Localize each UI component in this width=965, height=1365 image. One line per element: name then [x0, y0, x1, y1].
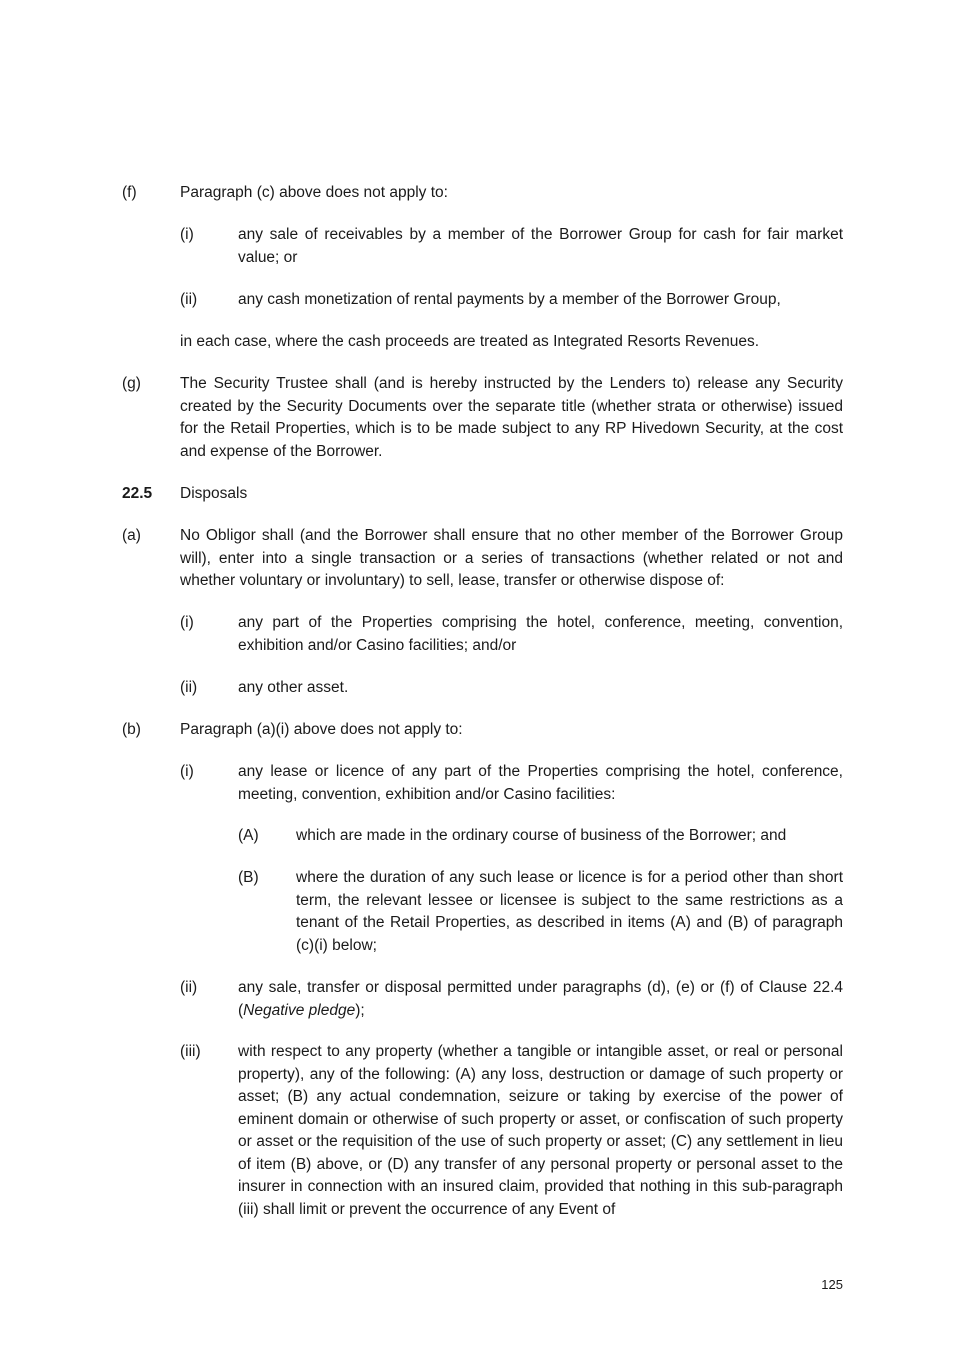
subparagraph-b-i-text: any lease or licence of any part of the Properties comprising the hotel, conference, meeting, convention, exhibition and/or Casino facilities: [238, 763, 843, 803]
paragraph-f-closing: in each case, where the cash proceeds are treated as Integrated Resorts Revenues. [180, 333, 760, 350]
paragraph-label-a: (a) [122, 527, 141, 544]
paragraph-f-text: Paragraph (c) above does not apply to: [180, 184, 448, 201]
b-ii-text-start: any sale, transfer or disposal permitted under paragraphs (d), (e) or (f) of Clause 22.4 ( [238, 979, 843, 1019]
b-ii-text-end: ); [355, 1001, 365, 1019]
page-number: 125 [821, 1277, 843, 1292]
paragraph-label-f: (f) [122, 184, 137, 201]
subparagraph-f-i-text: any sale of receivables by a member of the Borrower Group for cash for fair market value; or [238, 226, 843, 266]
subparagraph-a-i-text: any part of the Properties comprising the hotel, conference, meeting, convention, exhibition and/or Casino facilities; and/or [238, 614, 843, 654]
subparagraph-b-iii-text: with respect to any property (whether a tangible or intangible asset, or real or personal property), any of the following: (A) any loss, destruction or damage of such property or asset; (B) any actual condemnation, seizure or taking by exercise of the power of eminent domain or otherwise of such property or asset, or confiscation of such property or asset or the requisition of the use of such property or asset; (C) any settlement in lieu of item (B) above, or (D) any transfer of any personal property or personal asset to the insurer in connection with an insured claim, provided that nothing in this sub-paragraph (iii) shall limit or prevent the occurrence of any Event of [238, 1043, 843, 1218]
subparagraph-a-ii-text: any other asset. [238, 679, 349, 696]
item-b-i-B-text: where the duration of any such lease or licence is for a period other than short term, the relevant lessee or licensee is subject to the same restrictions as a tenant of the Retail Properties, as described in items (A) and (B) of paragraph (c)(i) below; [296, 869, 843, 954]
clause-title: Disposals [180, 485, 248, 502]
subparagraph-b-ii-text [238, 977, 843, 1022]
paragraph-g-text: The Security Trustee shall (and is hereby instructed by the Lenders to) release any Security created by the Security Documents over the separate title (whether strata or otherwise) issued for the Retail Properties, which is to be made subject to any RP Hivedown Security, at the cost and expense of the Borrower. [180, 375, 843, 460]
clause-number: 22.5 [122, 485, 153, 502]
subparagraph-label-f-i: (i) [180, 226, 194, 243]
subparagraph-label-b-ii: (ii) [180, 979, 198, 996]
paragraph-label-b: (b) [122, 721, 141, 738]
item-label-b-i-A: (A) [238, 827, 259, 844]
subparagraph-label-b-iii: (iii) [180, 1043, 201, 1060]
paragraph-b-text: Paragraph (a)(i) above does not apply to: [180, 721, 463, 738]
subparagraph-label-a-i: (i) [180, 614, 194, 631]
negative-pledge-reference: Negative pledge [243, 1001, 356, 1019]
paragraph-a-text: No Obligor shall (and the Borrower shall ensure that no other member of the Borrower Group will), enter into a single transaction or a series of transactions (whether related or not and whether voluntary or involuntary) to sell, lease, transfer or otherwise dispose of: [180, 527, 843, 589]
item-b-i-A-text: which are made in the ordinary course of business of the Borrower; and [296, 827, 787, 844]
paragraph-label-g: (g) [122, 375, 141, 392]
subparagraph-label-a-ii: (ii) [180, 679, 198, 696]
item-label-b-i-B: (B) [238, 869, 259, 886]
subparagraph-f-ii-text: any cash monetization of rental payments by a member of the Borrower Group, [238, 291, 781, 308]
subparagraph-label-b-i: (i) [180, 763, 194, 780]
subparagraph-label-f-ii: (ii) [180, 291, 198, 308]
